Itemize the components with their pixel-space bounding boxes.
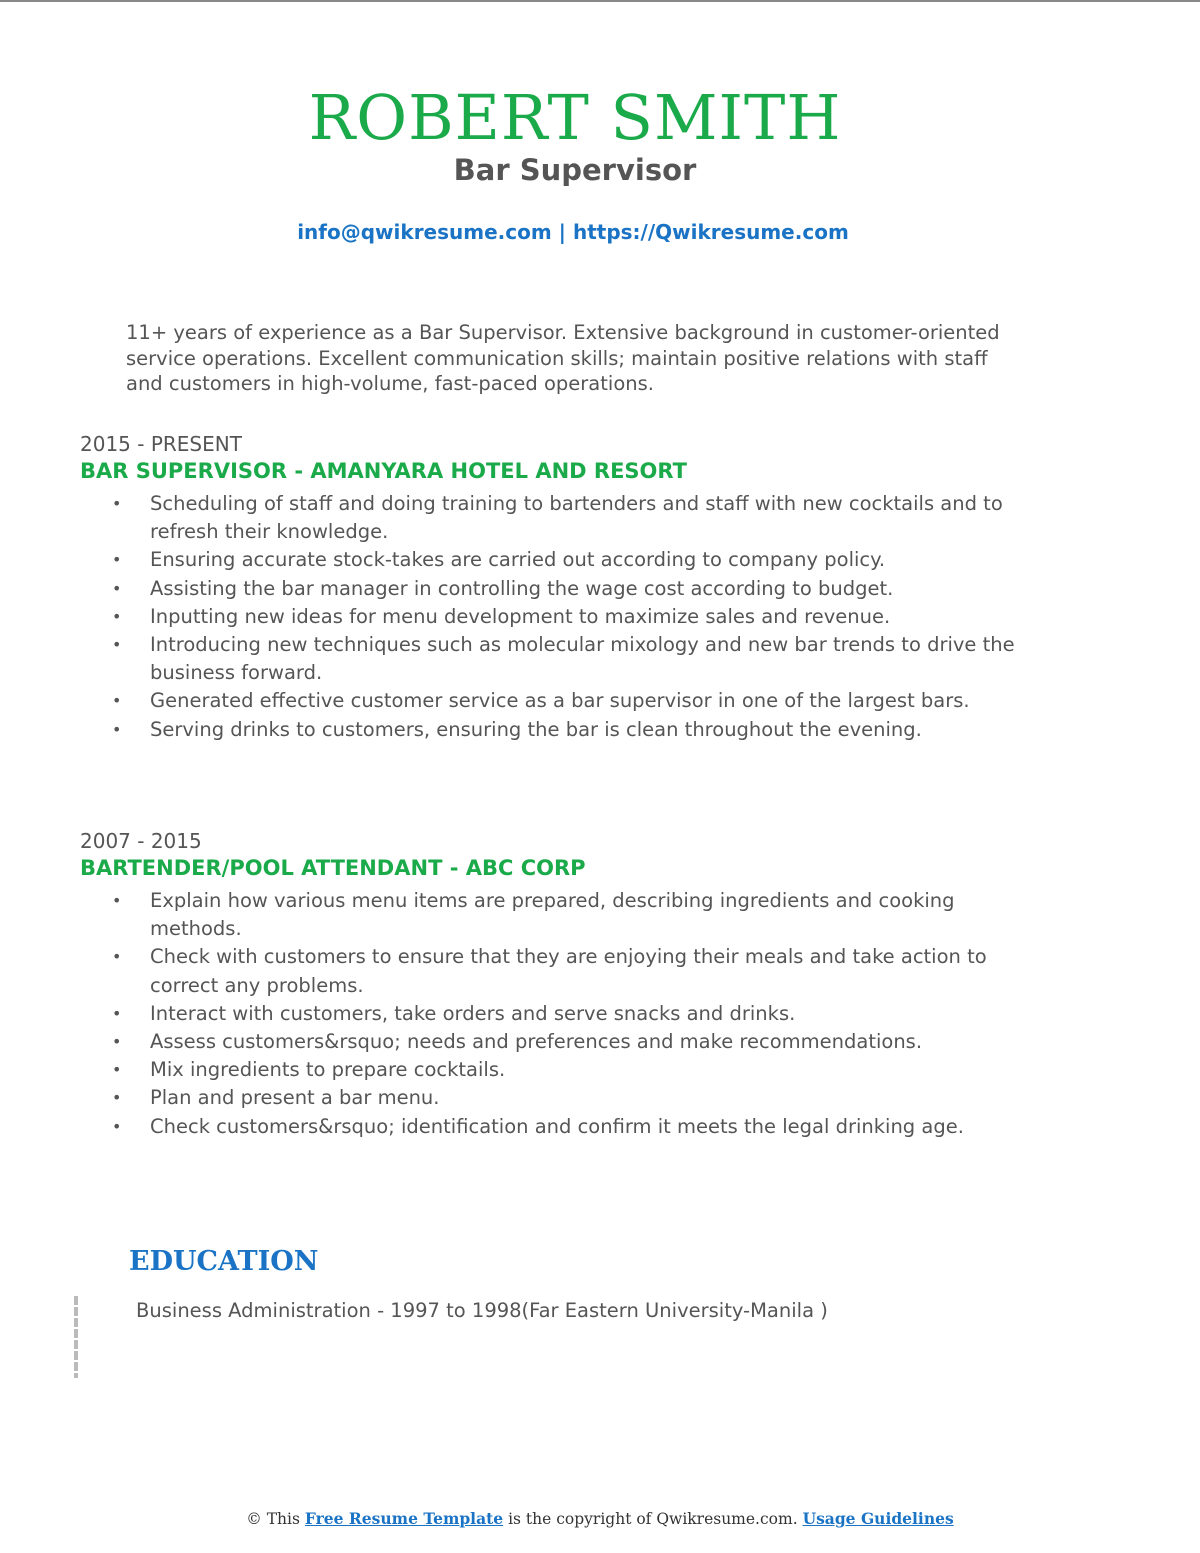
bullet-icon: • [112, 494, 122, 513]
bullet-icon: • [112, 947, 122, 967]
job-bullet: • Generated effective customer service as a bar supervisor in one of the largest bars. [110, 687, 1030, 715]
bullet-icon: • [112, 1088, 122, 1108]
job-title: BAR SUPERVISOR - AMANYARA HOTEL AND RESORT [80, 459, 687, 483]
candidate-name: ROBERT SMITH [308, 81, 842, 154]
job-bullet: • Ensuring accurate stock-takes are carried out according to company policy. [110, 546, 1030, 574]
footer-middle: is the copyright of Qwikresume.com. [508, 1510, 798, 1528]
free-resume-template-link[interactable]: Free Resume Template [304, 1509, 504, 1528]
job-title: BARTENDER/POOL ATTENDANT - ABC CORP [80, 856, 586, 880]
bullet-icon: • [112, 891, 122, 910]
contact-separator: | [558, 220, 566, 244]
job-bullet: • Explain how various menu items are prepared, describing ingredients and cooking methods. [112, 889, 955, 941]
top-border [0, 0, 1200, 2]
bullet-icon: • [112, 550, 122, 570]
summary-paragraph: 11+ years of experience as a Bar Supervisor. Extensive background in customer-oriented service operations. Excellent communication skills; maintain positive relations with staff and customers in high-volume, fast-paced operations. [126, 321, 1000, 395]
bullet-icon: • [112, 719, 122, 739]
bullet-icon: • [112, 1032, 122, 1052]
bullet-icon: • [112, 1003, 122, 1023]
job-bullet-list [110, 887, 1030, 1141]
job-bullet: • Mix ingredients to prepare cocktails. [110, 1056, 1030, 1084]
education-heading: EDUCATION [129, 1246, 319, 1277]
job-bullet: • Inputting new ideas for menu development to maximize sales and revenue. [110, 603, 1030, 631]
contact-line [0, 218, 1146, 246]
footer-prefix: © This [246, 1510, 300, 1528]
job-dates: 2007 - 2015 [80, 829, 202, 853]
usage-guidelines-link[interactable]: Usage Guidelines [802, 1509, 954, 1528]
bullet-icon: • [112, 606, 122, 626]
website-link[interactable]: https://Qwikresume.com [572, 220, 849, 244]
email-link[interactable]: info@qwikresume.com [297, 220, 552, 244]
job-bullet: • Assess customers&rsquo; needs and preferences and make recommendations. [110, 1028, 1030, 1056]
bullet-icon: • [112, 691, 122, 711]
bullet-icon: • [112, 1060, 122, 1080]
bullet-icon: • [112, 635, 122, 655]
bullet-icon: • [112, 578, 122, 598]
job-bullet: • Assisting the bar manager in controlling the wage cost according to budget. [110, 575, 1030, 603]
job-bullet: • Interact with customers, take orders and serve snacks and drinks. [110, 1000, 1030, 1028]
job-bullet: • Scheduling of staff and doing training to bartenders and staff with new cocktails and to refresh their knowledge. [112, 492, 1003, 544]
education-divider [74, 1296, 78, 1378]
bullet-icon: • [112, 1116, 122, 1136]
job-bullet: • Serving drinks to customers, ensuring the bar is clean throughout the evening. [110, 716, 1030, 744]
job-bullet: • Plan and present a bar menu. [110, 1084, 1030, 1112]
education-entry: Business Administration - 1997 to 1998(Far Eastern University-Manila ) [136, 1299, 828, 1322]
copyright-footer [0, 1508, 1200, 1530]
job-bullet: • Check customers&rsquo; identification and confirm it meets the legal drinking age. [110, 1113, 1030, 1141]
job-bullet: • Introducing new techniques such as molecular mixology and new bar trends to drive the business forward. [112, 633, 1015, 685]
job-bullet: • Check with customers to ensure that they are enjoying their meals and take action to correct any problems. [112, 945, 987, 997]
job-dates: 2015 - PRESENT [80, 432, 242, 456]
job-bullet-list [110, 490, 1030, 744]
candidate-title: Bar Supervisor [453, 153, 697, 187]
